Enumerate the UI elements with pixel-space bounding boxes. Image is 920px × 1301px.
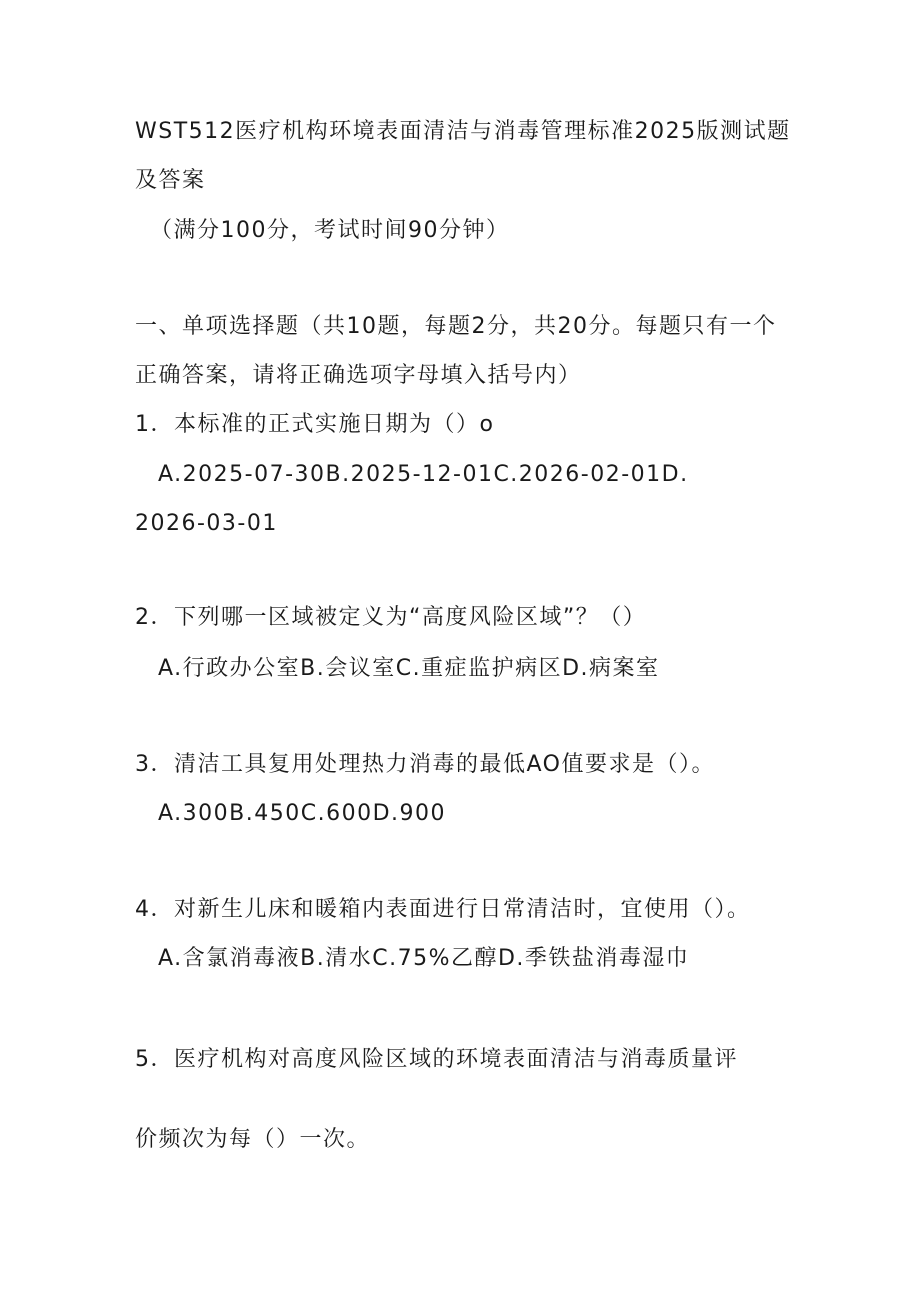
question-5-stem: 5．医疗机构对高度风险区域的环境表面清洁与消毒质量评 [135,1047,738,1072]
doc-title-line-1: WST512医疗机构环境表面清洁与消毒管理标准2025版测试题 [135,119,791,144]
section-heading-line-2: 正确答案，请将正确选项字母填入括号内） [135,363,582,388]
question-3-options: A.300B.450C.600D.900 [158,801,446,826]
question-2-stem: 2．下列哪一区域被定义为“高度风险区域”？（） [135,605,647,630]
question-2-options: A.行政办公室B.会议室C.重症监护病区D.病案室 [158,656,660,681]
section-heading-line-1: 一、单项选择题（共10题，每题2分，共20分。每题只有一个 [135,314,777,339]
question-5-stem-cont: 价频次为每（）一次。 [135,1127,371,1152]
question-3-stem: 3．清洁工具复用处理热力消毒的最低AO值要求是（）。 [135,752,715,777]
exam-info: （满分100分，考试时间90分钟） [150,218,510,243]
doc-title-line-2: 及答案 [135,168,206,193]
question-1-options: A.2025-07-30B.2025-12-01C.2026-02-01D. [158,462,689,487]
question-4-options: A.含氯消毒液B.清水C.75%乙醇D.季铁盐消毒湿巾 [158,946,690,971]
question-1-stem: 1．本标准的正式实施日期为（）o [135,412,495,437]
question-1-options-cont: 2026-03-01 [135,511,278,536]
question-4-stem: 4．对新生儿床和暖箱内表面进行日常清洁时，宜使用（）。 [135,897,751,922]
